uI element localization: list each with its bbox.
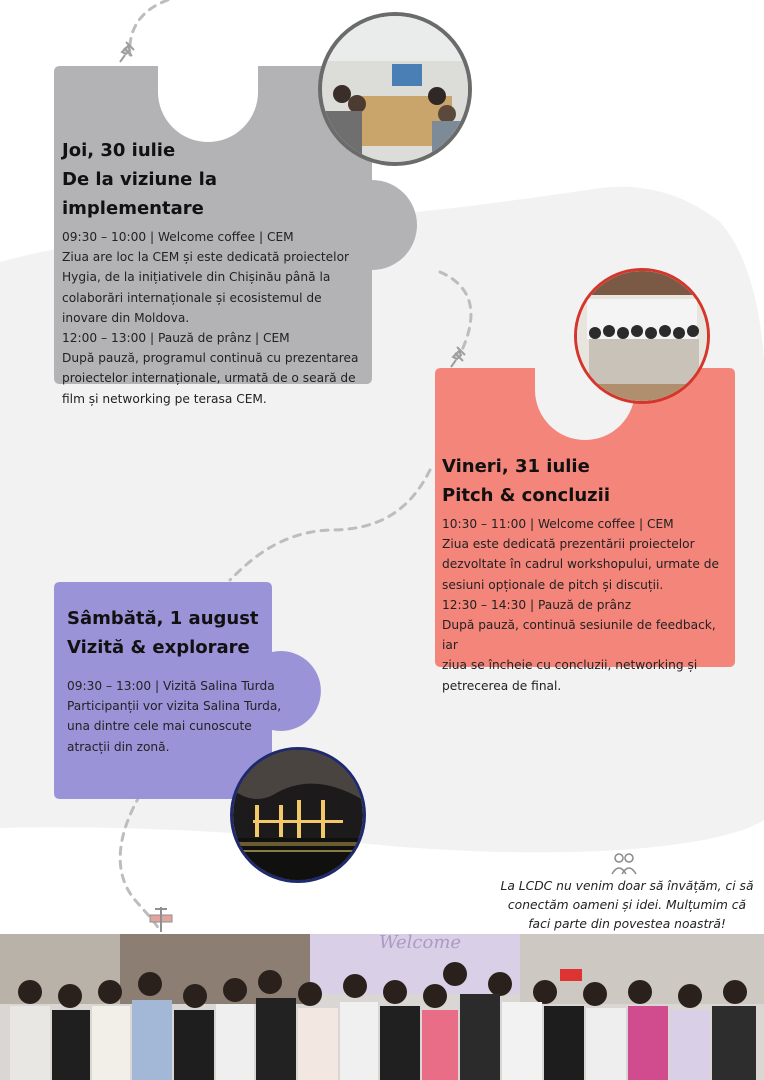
quote-line: faci parte din povestea noastră!: [528, 917, 726, 931]
day1-line: film și networking pe terasa CEM.: [62, 391, 267, 406]
day1-date: Joi, 30 iulie: [62, 140, 176, 161]
day1-line: 12:00 – 13:00 | Pauză de prânz | CEM: [62, 331, 290, 346]
day1-line: După pauză, programul continuă cu prezentarea: [62, 351, 359, 366]
day2-date: Vineri, 31 iulie: [442, 456, 590, 477]
day3-line: Participanții vor vizita Salina Turda,: [67, 699, 282, 714]
welcome-text: Welcome: [378, 934, 462, 953]
day2-line: Ziua este dedicată prezentării proiectelor: [442, 537, 695, 552]
day1-line: Hygia, de la inițiativele din Chișinău până la: [62, 270, 331, 285]
day3-title: Vizită & explorare: [67, 637, 250, 658]
day2-card: [442, 452, 732, 696]
day3-photo: [230, 747, 366, 883]
pushpin-icon: [449, 345, 473, 371]
day1-title: De la viziune la implementare: [62, 169, 217, 219]
day1-card: [62, 136, 362, 409]
day2-title: Pitch & concluzii: [442, 485, 611, 506]
day1-line: inovare din Moldova.: [62, 310, 190, 325]
day2-line: După pauză, continuă sesiunile de feedback, iar: [442, 618, 716, 653]
day3-line: 09:30 – 13:00 | Vizită Salina Turda: [67, 679, 275, 693]
day3-card: [67, 604, 297, 757]
sign-icon: [146, 905, 176, 933]
day2-line: dezvoltate în cadrul workshopului, urmate de: [442, 557, 719, 572]
day2-line: 10:30 – 11:00 | Welcome coffee | CEM: [442, 517, 674, 531]
day2-line: sesiuni opționale de pitch și discuții.: [442, 577, 664, 592]
pushpin-icon: [118, 40, 142, 66]
day1-line: proiectelor internaționale, urmată de o seară de: [62, 371, 356, 386]
day3-line: atracții din zonă.: [67, 739, 170, 754]
day2-line: ziua se încheie cu concluzii, networking și: [442, 658, 698, 673]
quote-line: conectăm oameni și idei. Mulțumim că: [507, 898, 747, 912]
day1-line: 09:30 – 10:00 | Welcome coffee | CEM: [62, 230, 294, 244]
day2-line: petrecerea de final.: [442, 678, 562, 693]
group-photo: [0, 934, 764, 1080]
day2-line: 12:30 – 14:30 | Pauză de prânz: [442, 597, 632, 612]
quote-line: La LCDC nu venim doar să învățăm, ci să: [500, 879, 754, 893]
day3-line: una dintre cele mai cunoscute: [67, 719, 252, 734]
day2-photo: [574, 268, 710, 404]
day1-line: colaborări internaționale și ecosistemul de: [62, 290, 322, 305]
day3-date: Sâmbătă, 1 august: [67, 608, 259, 629]
closing-quote: [498, 877, 756, 934]
people-icon: [609, 850, 639, 876]
day1-line: Ziua are loc la CEM și este dedicată proiectelor: [62, 250, 350, 265]
